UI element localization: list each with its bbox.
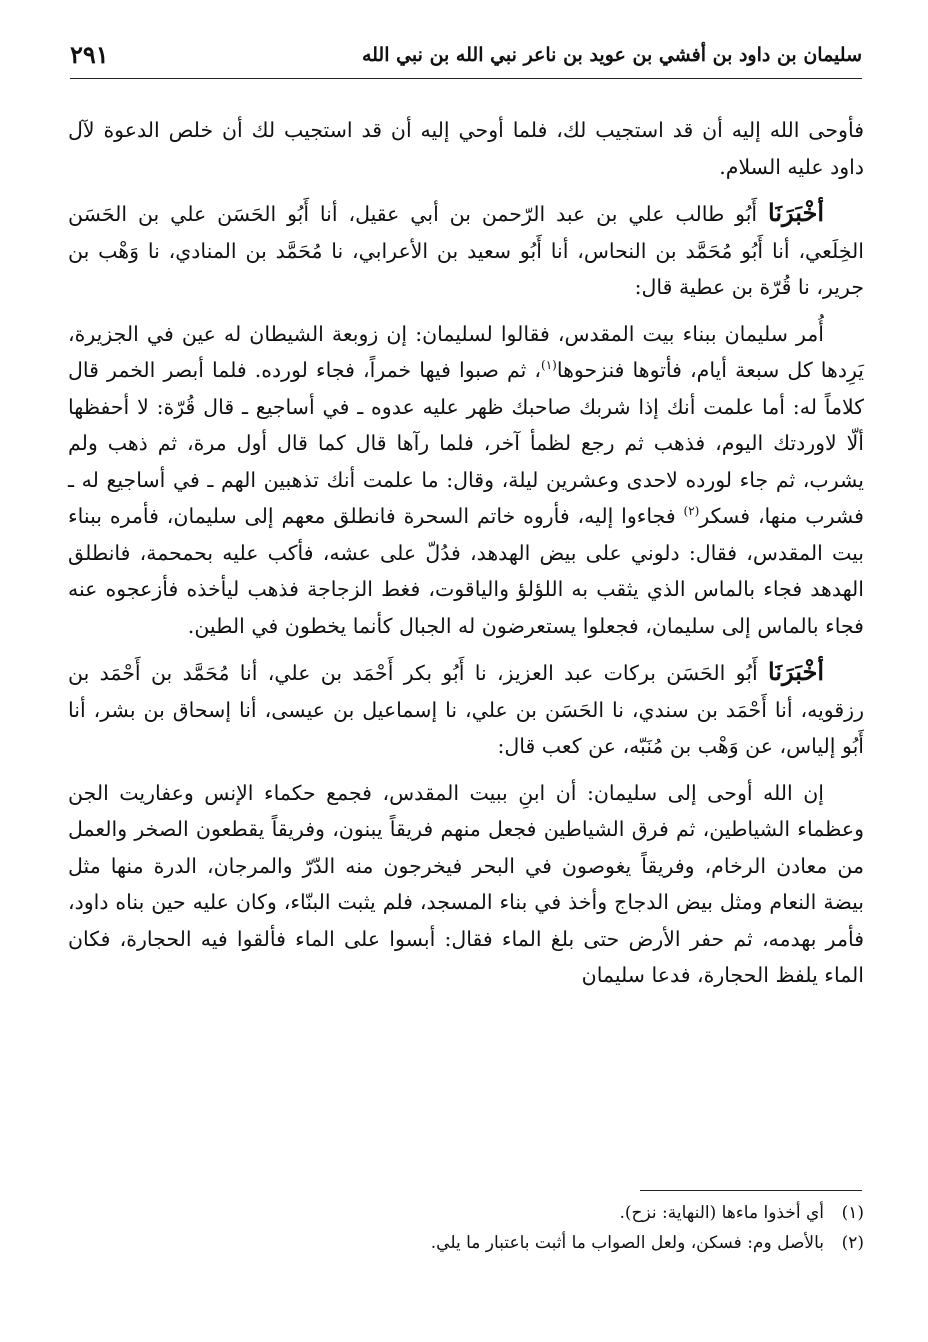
page-number: ٢٩١ (70, 40, 109, 69)
isnad-text-1: أَبُو طالب علي بن عبد الرّحمن بن أبي عقيل، أنا أَبُو الحَسَن علي بن الحَسَن الخِلَعي، أنا أَبُو مُحَمَّد بن النحاس، أنا أَبُو سعيد بن الأعرابي، نا مُحَمَّد بن المنادي، نا وَهْب بن جرير، نا قُرّة بن عطية قال: (68, 202, 864, 299)
narration-text-a: أُمر سليمان ببناء بيت المقدس، فقالوا لسليمان: إن زوبعة الشيطان له عين في الجزيرة، يَرِدها كل سبعة أيام، فأتوها فنزحوها (68, 321, 864, 382)
page-header (70, 34, 862, 79)
isnad-text-2: أَبُو الحَسَن بركات عبد العزيز، نا أَبُو بكر أَحْمَد بن علي، أنا مُحَمَّد بن أَحْمَد بن رزقويه، أنا أَحْمَد بن سندي، نا الحَسَن بن علي، نا إسماعيل بن عيسى، أنا إسحاق بن بشر، أنا أَبُو إلياس، عن وَهْب بن مُنَبّه، عن كعب قال: (68, 661, 864, 758)
running-title: سليمان بن داود بن أفشي بن عويد بن ناعر نبي الله بن نبي الله (361, 44, 862, 66)
narration-text-c: فجاءوا إليه، فأروه خاتم السحرة فانطلق معهم إلى سليمان، فأمره ببناء بيت المقدس، فقال: دلوني على بيض الهدهد، فدُلّ على عشه، فأكب عليه بحمحمة، فانطلق الهدهد فجاء بالماس الذي يثقب به اللؤلؤ والياقوت، فغط الزجاجة فذهب ليأخذه فأزعجوه عنه فجاء بالماس إلى سليمان، فجعلوا يستعرضون له الجبال كأنما يخطون في الطين. (68, 504, 864, 638)
main-text (68, 112, 864, 1004)
footnote-2 (140, 1228, 864, 1258)
isnad-paragraph-2 (68, 654, 864, 765)
footnote-text: أي أخذوا ماءها (النهاية: نزح). (619, 1203, 824, 1223)
narration-paragraph-1 (68, 316, 864, 645)
akhbarana-heading: أخْبَرَنَا (768, 657, 824, 686)
footnote-1 (140, 1198, 864, 1228)
footnote-ref-1: (١) (541, 358, 557, 373)
akhbarana-heading: أخْبَرَنَا (768, 198, 824, 227)
narration-text-b: ، ثم صبوا فيها خمراً، فجاء لورده. فلما أبصر الخمر قال كلاماً له: أما علمت أنك إذا شربك صاحبك ظهر عليه عدوه ـ في أساجيع ـ قال قُرّة: لا أحفظها ألّا لاوردتك اليوم، فذهب ثم رجع لظمأ آخر، فلما رآها قال كما قال أول مرة، ثم ذهب ولم يشرب، ثم جاء لورده لاحدى وعشرين ليلة، وقال: ما علمت أنك تذهبين الهم ـ في أساجيع له ـ فشرب منها، فسكر (68, 358, 864, 528)
narration-text-2: إن الله أوحى إلى سليمان: أن ابنِ ببيت المقدس، فجمع حكماء الإنس وعفاريت الجن وعظماء الشياطين، ثم فرق الشياطين فجعل منهم فريقاً يبنون، وفريقاً يقطعون الصخر والعمل من معادن الرخام، وفريقاً يغوصون في البحر فيخرجون منه الدّرّ والمرجان، الدرة منها مثل بيضة النعام ومثل بيض الدجاج وأخذ في بناء المسجد، فلم يثبت البنّاء، وكان عليه حين بناه داود، فأمر بهدمه، ثم حفر الأرض حتى بلغ الماء فقال: أبسوا على الماء فألقوا فيه الحجارة، فكان الماء يلفظ الحجارة، فدعا سليمان (68, 780, 864, 987)
footnote-divider (640, 1190, 862, 1191)
paragraph-1 (68, 112, 864, 185)
footnotes (140, 1198, 864, 1258)
footnote-ref-2: (٢) (683, 504, 700, 519)
footnote-number: (٢) (841, 1233, 864, 1253)
narration-paragraph-2 (68, 775, 864, 994)
isnad-paragraph-1 (68, 195, 864, 306)
footnote-number: (١) (841, 1203, 864, 1223)
paragraph-1-text: فأوحى الله إليه أن قد استجيب لك، فلما أوحي إليه أن قد استجيب لك أن خلص الدعوة لآل داود عليه السلام. (68, 118, 864, 179)
footnote-text: بالأصل وم: فسكن، ولعل الصواب ما أثبت باعتبار ما يلي. (430, 1233, 824, 1253)
